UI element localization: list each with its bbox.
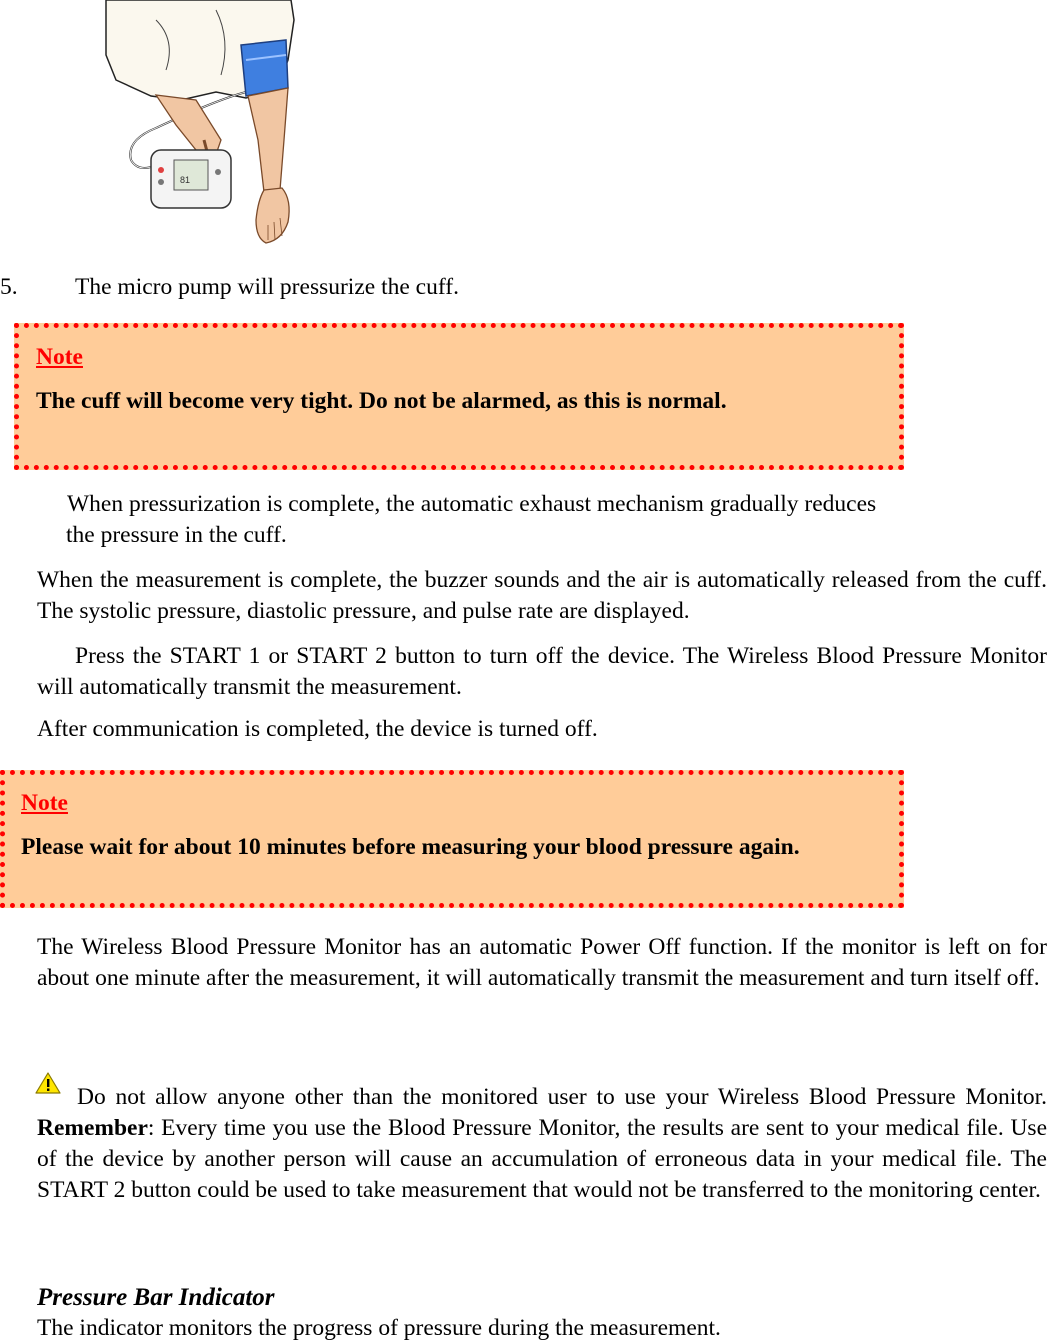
note-box (14, 323, 904, 470)
pressure-bar-description: The indicator monitors the progress of pressure during the measurement. (37, 1315, 721, 1341)
note-text: The cuff will become very tight. Do not be alarmed, as this is normal. (36, 388, 727, 414)
warning-text-after: : Every time you use the Blood Pressure Monitor, the results are sent to your medical file. Use of the device by another person will cause an accumulation of erroneous data in your medical file. The START 2 button could be used to take measurement that would not be transferred to the monitoring center. (37, 1115, 1047, 1203)
paragraph-communication: After communication is completed, the device is turned off. (37, 716, 598, 742)
blood-pressure-measurement-illustration-icon (96, 0, 336, 246)
warning-icon (37, 1084, 77, 1106)
paragraph-line: the pressure in the cuff. (66, 522, 287, 548)
warning-text-before: Do not allow anyone other than the monitored user to use your Wireless Blood Pressure Monitor. (77, 1084, 1047, 1110)
note-title: Note (36, 344, 83, 370)
paragraph-power-off: The Wireless Blood Pressure Monitor has an automatic Power Off function. If the monitor is left on for about one minute after the measurement, it will automatically transmit the measurement and turn itself off. (37, 934, 1047, 991)
measurement-illustration (96, 0, 336, 246)
step-text: Press the START 1 or START 2 button to turn off the device. The Wireless Blood Pressure Monitor will automatically transmit the measurement. (37, 643, 1047, 700)
paragraph-pressurization (66, 489, 1026, 551)
warning-remember: Remember (37, 1115, 148, 1141)
note-text: Please wait for about 10 minutes before measuring your blood pressure again. (21, 834, 800, 860)
paragraph-line: When pressurization is complete, the automatic exhaust mechanism gradually reduces (67, 491, 877, 517)
step-text: The micro pump will pressurize the cuff. (75, 274, 459, 300)
monitor-display-value: 81 (180, 175, 191, 185)
step-6 (0, 641, 1047, 703)
step-number: 5. (0, 274, 18, 300)
note-box (0, 770, 904, 908)
step-5 (0, 272, 1048, 303)
note-title: Note (21, 790, 68, 816)
section-heading: Pressure Bar Indicator (37, 1284, 275, 1311)
paragraph-measurement-complete: When the measurement is complete, the buzzer sounds and the air is automatically released from the cuff. The systolic pressure, diastolic pressure, and pulse rate are displayed. (37, 567, 1047, 624)
warning-paragraph (37, 1082, 1047, 1206)
step-number (0, 641, 75, 672)
